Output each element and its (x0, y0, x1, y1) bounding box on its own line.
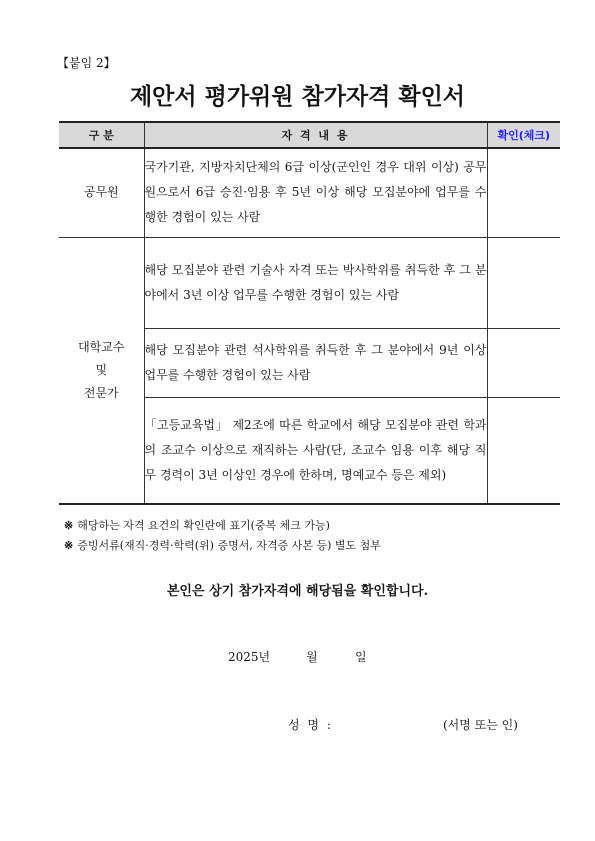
page-title: 제안서 평가위원 참가자격 확인서 (129, 84, 466, 110)
date-month[interactable]: 월 (306, 650, 318, 664)
attachment-label: 【붙임 2】 (57, 56, 116, 70)
category-professor-expert: 대학교수 및 전문가 (59, 237, 144, 504)
table-header-row (59, 122, 560, 148)
check-cell[interactable] (487, 328, 560, 397)
notes (64, 516, 381, 556)
check-cell[interactable] (487, 237, 560, 328)
signature-label: 성 명 : (288, 718, 333, 732)
table-row (59, 148, 560, 237)
note-item (64, 516, 381, 536)
qualification-content: 해당 모집분야 관련 기술사 자격 또는 박사학위를 취득한 후 그 분야에서 3년 이상 업무를 수행한 경험이 있는 사람 (144, 237, 487, 328)
header-content: 자 격 내 용 (144, 122, 487, 148)
header-confirm: 확인(체크) (487, 122, 560, 148)
date-year: 2025년 (228, 650, 271, 664)
note-item (64, 536, 381, 556)
qualification-content: 「고등교육법」 제2조에 따른 학교에서 해당 모집분야 관련 학과의 조교수 이상으로 재직하는 사람(단, 조교수 임용 이후 해당 직무 경력이 3년 이상인 경우에 한하며, 명예교수 등은 제외) (144, 397, 487, 504)
note-mark: ※ (64, 539, 74, 552)
confirmation-statement: 본인은 상기 참가자격에 해당됨을 확인합니다. (166, 584, 429, 599)
date-day[interactable]: 일 (355, 650, 367, 664)
qualification-table (59, 121, 560, 505)
note-text: 해당하는 자격 요건의 확인란에 표기(중복 체크 가능) (77, 519, 330, 532)
table-row (59, 237, 560, 328)
check-cell[interactable] (487, 397, 560, 504)
qualification-content: 국가기관, 지방자치단체의 6급 이상(군인인 경우 대위 이상) 공무원으로서 6급 승진·임용 후 5년 이상 해당 모집분야에 업무를 수행한 경험이 있는 사람 (144, 148, 487, 237)
note-mark: ※ (64, 519, 74, 532)
note-text: 증빙서류(재직·경력·학력(위) 증명서, 자격증 사본 등) 별도 첨부 (77, 539, 381, 552)
header-category: 구 분 (59, 122, 144, 148)
category-civil-servant: 공무원 (59, 148, 144, 237)
signature-note[interactable]: (서명 또는 인) (443, 718, 518, 732)
qualification-content: 해당 모집분야 관련 석사학위를 취득한 후 그 분야에서 9년 이상 업무를 수행한 경험이 있는 사람 (144, 328, 487, 397)
check-cell[interactable] (487, 148, 560, 237)
